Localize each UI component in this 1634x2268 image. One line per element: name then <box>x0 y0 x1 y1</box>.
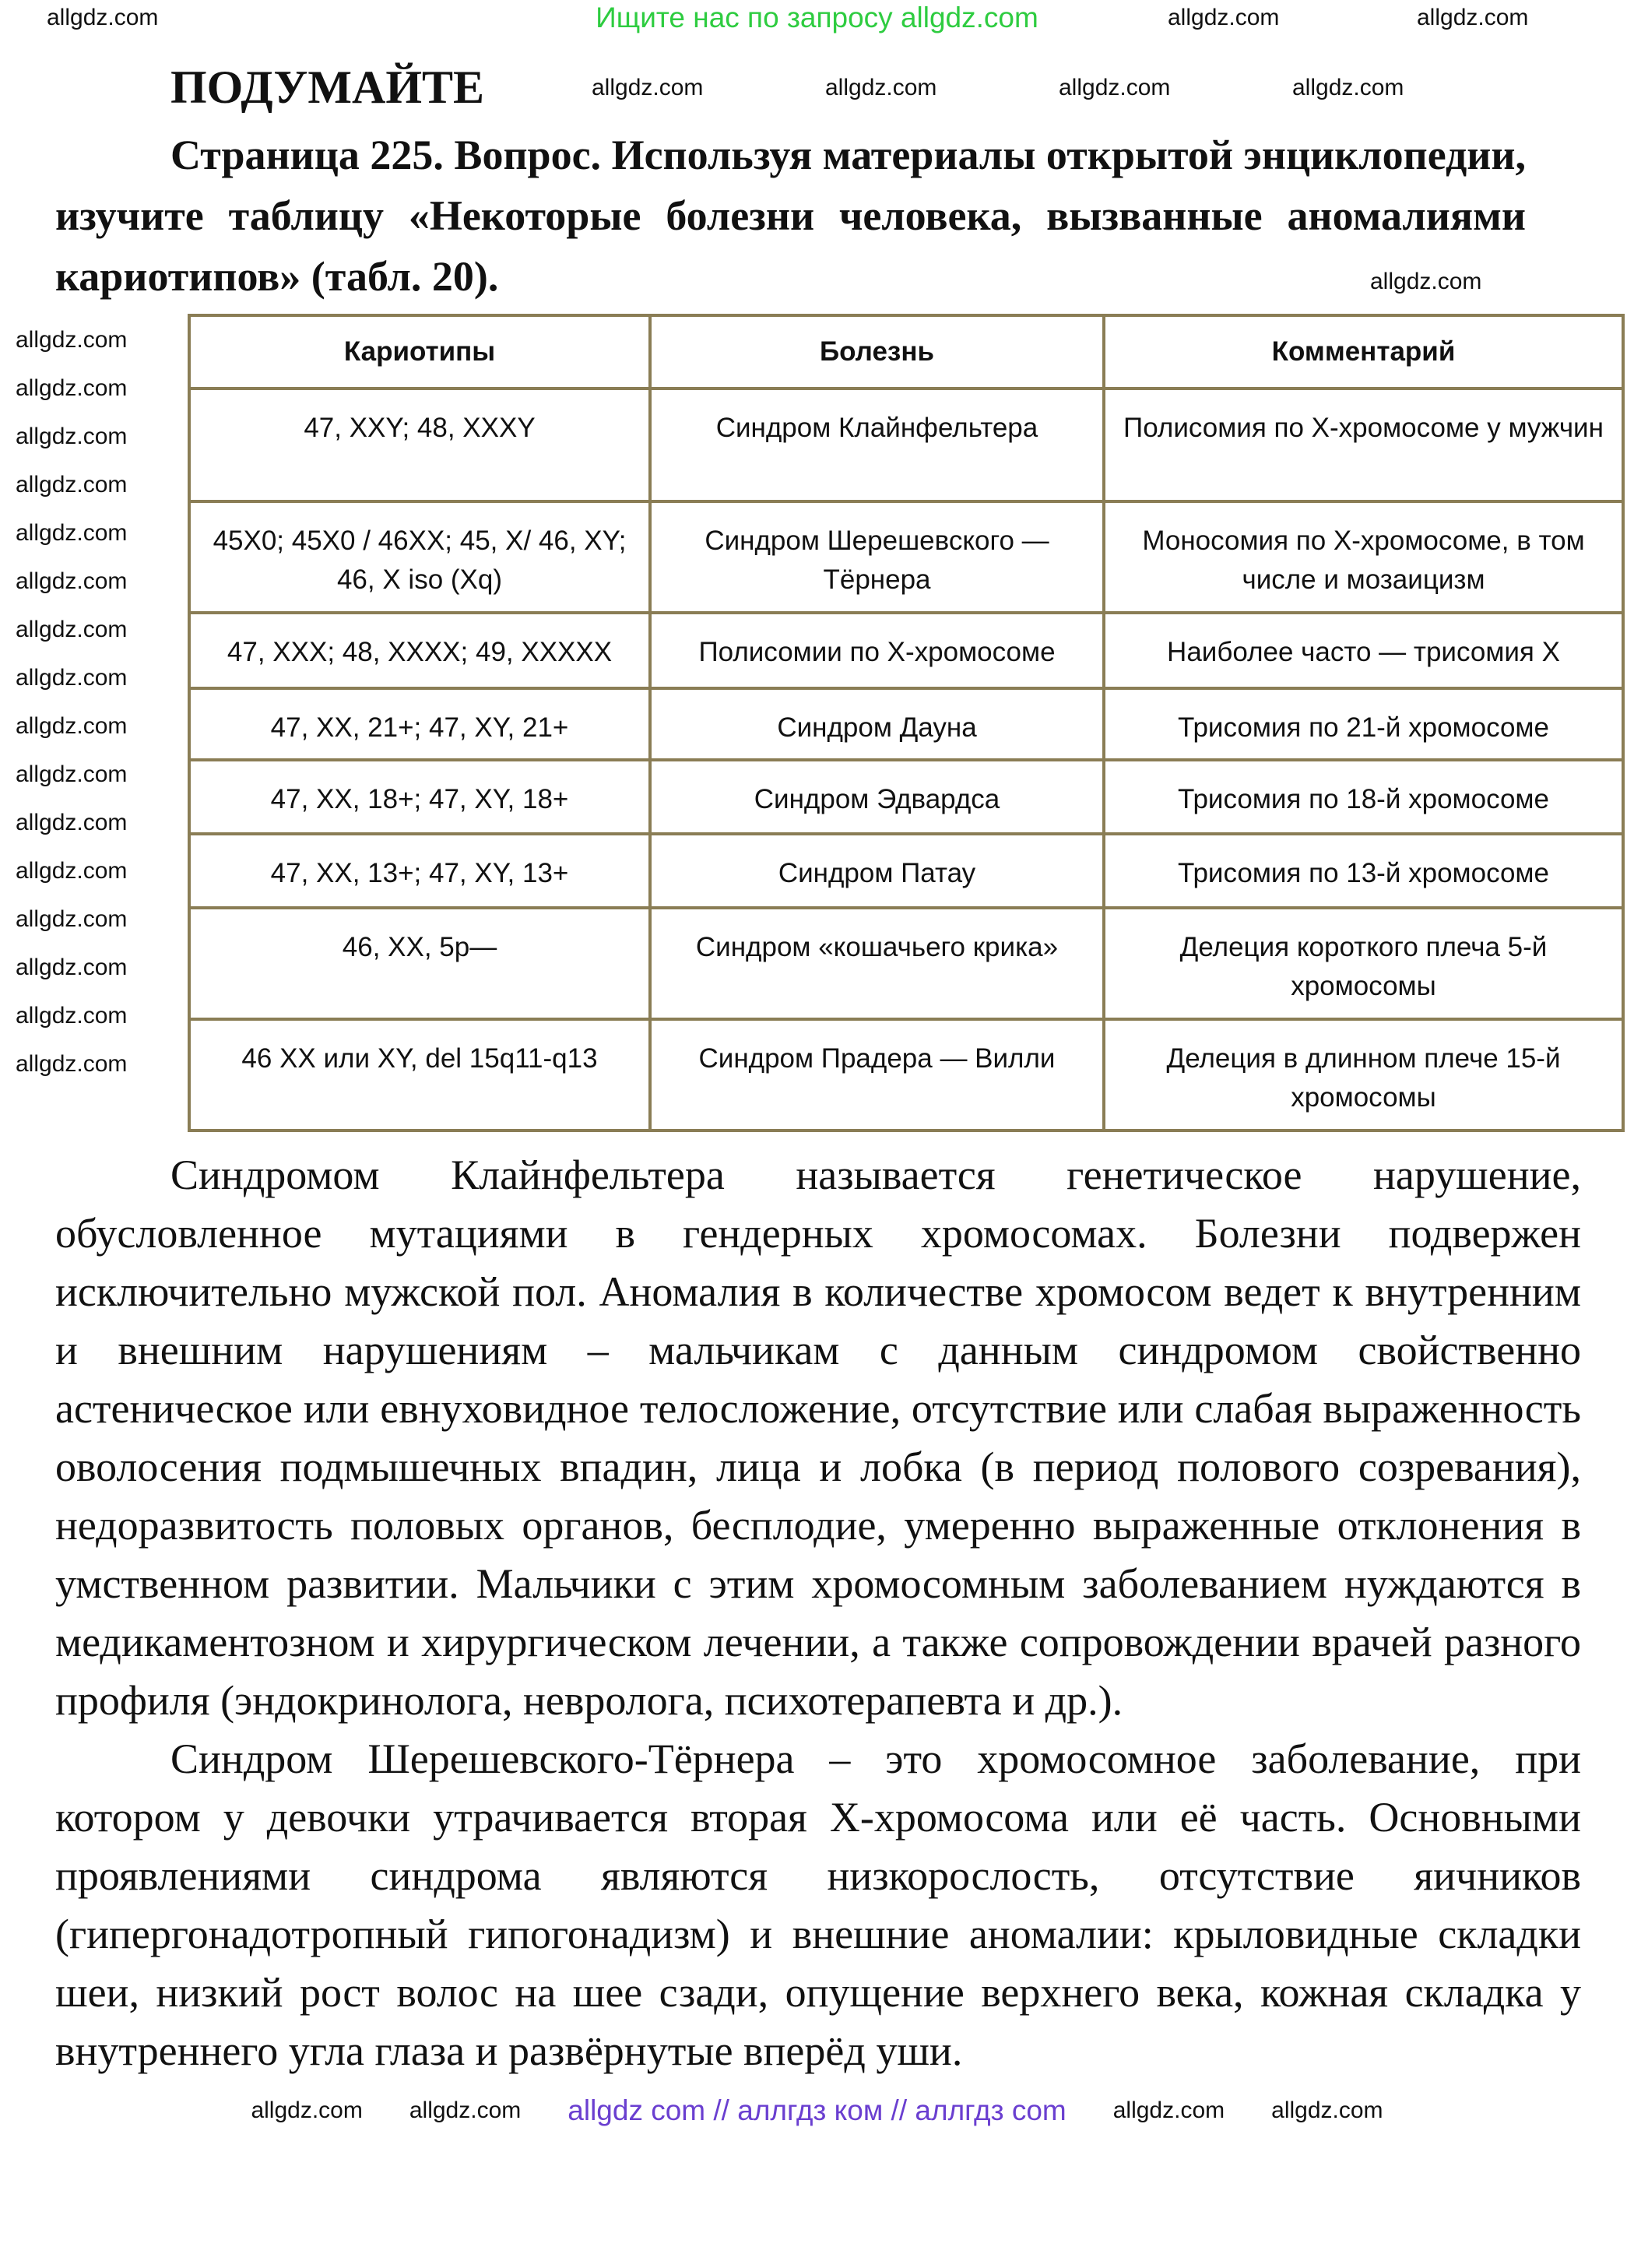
cell: Синдром Шерешевского — Тёрнера <box>650 501 1104 613</box>
watermark: allgdz.com <box>1059 75 1171 100</box>
cell: Синдром Клайнфельтера <box>650 389 1104 501</box>
watermark: allgdz.com <box>1271 2097 1383 2123</box>
header-karyotypes: Кариотипы <box>189 315 650 389</box>
cell: 46 XX или XY, del 15q11-q13 <box>189 1019 650 1130</box>
search-banner: Ищите нас по запросу allgdz.com <box>596 2 1038 33</box>
watermark: allgdz.com <box>251 2097 363 2123</box>
table-row <box>189 834 1623 908</box>
watermark: allgdz.com <box>16 858 128 884</box>
watermark: allgdz.com <box>16 713 128 739</box>
watermark: allgdz.com <box>1112 2097 1225 2123</box>
watermark: allgdz.com <box>16 424 128 449</box>
cell: Делеция короткого плеча 5-й хромосомы <box>1104 908 1623 1019</box>
cell: Делеция в длинном плече 15-й хромосомы <box>1104 1019 1623 1130</box>
cell: Полисомии по X-хромосоме <box>650 613 1104 688</box>
cell: Синдром «кошачьего крика» <box>650 908 1104 1019</box>
cell: Трисомия по 18-й хромосоме <box>1104 760 1623 834</box>
cell: 47, XX, 13+; 47, XY, 13+ <box>189 834 650 908</box>
watermark: allgdz.com <box>16 1051 128 1077</box>
watermark: allgdz.com <box>16 906 128 932</box>
cell: Синдром Прадера — Вилли <box>650 1019 1104 1130</box>
cell: Трисомия по 13-й хромосоме <box>1104 834 1623 908</box>
cell: Полисомия по X-хромосоме у мужчин <box>1104 389 1623 501</box>
cell: 45X0; 45X0 / 46XX; 45, X/ 46, XY; 46, X iso (Xq) <box>189 501 650 613</box>
table-header-row <box>189 315 1623 389</box>
cell: 47, XX, 18+; 47, XY, 18+ <box>189 760 650 834</box>
table-row <box>189 760 1623 834</box>
watermark: allgdz.com <box>16 665 128 691</box>
watermark: allgdz.com <box>16 955 128 980</box>
cell: Моносомия по X-хромосоме, в том числе и мозаицизм <box>1104 501 1623 613</box>
cell: Синдром Дауна <box>650 688 1104 760</box>
cell: 47, XXX; 48, XXXX; 49, XXXXX <box>189 613 650 688</box>
paragraph-turner: Синдром Шерешевского-Тёрнера – это хромосомное заболевание, при котором у девочки утрачивается вторая X-хромосома или её часть. Основными проявлениями синдрома являются низкорослость, отсутствие яичников (гипергонадотропный гипогонадизм) и внешние аномалии: крыловидные складки шеи, низкий рост волос на шее сзади, опущение верхнего века, кожная складка у внутреннего угла глаза и развёрнутые вперёд уши. <box>55 1735 1581 2074</box>
watermark: allgdz.com <box>16 327 128 353</box>
table-row <box>189 688 1623 760</box>
table-row <box>189 501 1623 613</box>
table-row <box>189 1019 1623 1130</box>
watermark: allgdz.com <box>1292 75 1404 100</box>
cell: Синдром Эдвардса <box>650 760 1104 834</box>
table-row <box>189 908 1623 1019</box>
question-text: Страница 225. Вопрос. Используя материалы открытой энциклопедии, изучите таблицу «Некоторые болезни человека, вызванные аномалиями кариотипов» (табл. 20). <box>55 132 1526 300</box>
karyotype-table <box>188 314 1625 1132</box>
header-comment: Комментарий <box>1104 315 1623 389</box>
watermark: allgdz.com <box>409 2097 522 2123</box>
watermark: allgdz.com <box>16 568 128 594</box>
footer-watermark: allgdz com // аллгдз ком // аллгдз com <box>568 2094 1066 2126</box>
content-flow <box>0 314 1634 2130</box>
watermark: allgdz.com <box>16 472 128 498</box>
watermark: allgdz.com <box>16 761 128 787</box>
watermark: allgdz.com <box>1417 5 1529 30</box>
body-text <box>55 1146 1581 2080</box>
footer-row <box>0 2091 1634 2130</box>
cell: Наиболее часто — трисомия X <box>1104 613 1623 688</box>
watermark: allgdz.com <box>825 75 937 100</box>
cell: 46, XX, 5p— <box>189 908 650 1019</box>
watermark: allgdz.com <box>16 1003 128 1029</box>
cell: 47, XXY; 48, XXXY <box>189 389 650 501</box>
paragraph-klinefelter: Синдромом Клайнфельтера называется генетическое нарушение, обусловленное мутациями в гендерных хромосомах. Болезни подвержен исключительно мужской пол. Аномалия в количестве хромосом ведет к внутренним и внешним нарушениям – мальчикам с данным синдромом свойственно астеническое или евнуховидное телосложение, отсутствие или слабая выраженность оволосения подмышечных впадин, лица и лобка (в период полового созревания), недоразвитость половых органов, бесплодие, умеренно выраженные отклонения в умственном развитии. Мальчики с этим хромосомным заболеванием нуждаются в медикаментозном и хирургическом лечении, а также сопровождении врачей разного профиля (эндокринолога, невролога, психотерапевта и др.). <box>55 1152 1581 1724</box>
cell: 47, XX, 21+; 47, XY, 21+ <box>189 688 650 760</box>
header-disease: Болезнь <box>650 315 1104 389</box>
watermark: allgdz.com <box>1168 5 1280 30</box>
watermark: allgdz.com <box>16 375 128 401</box>
cell: Трисомия по 21-й хромосоме <box>1104 688 1623 760</box>
table-row <box>189 389 1623 501</box>
section-heading: ПОДУМАЙТЕ <box>170 62 485 113</box>
watermark: allgdz.com <box>16 810 128 835</box>
watermark: allgdz.com <box>1370 269 1482 294</box>
cell: Синдром Патау <box>650 834 1104 908</box>
table-row <box>189 613 1623 688</box>
watermark: allgdz.com <box>16 617 128 642</box>
watermark: allgdz.com <box>592 75 704 100</box>
watermark: allgdz.com <box>47 5 159 30</box>
watermark: allgdz.com <box>16 520 128 546</box>
